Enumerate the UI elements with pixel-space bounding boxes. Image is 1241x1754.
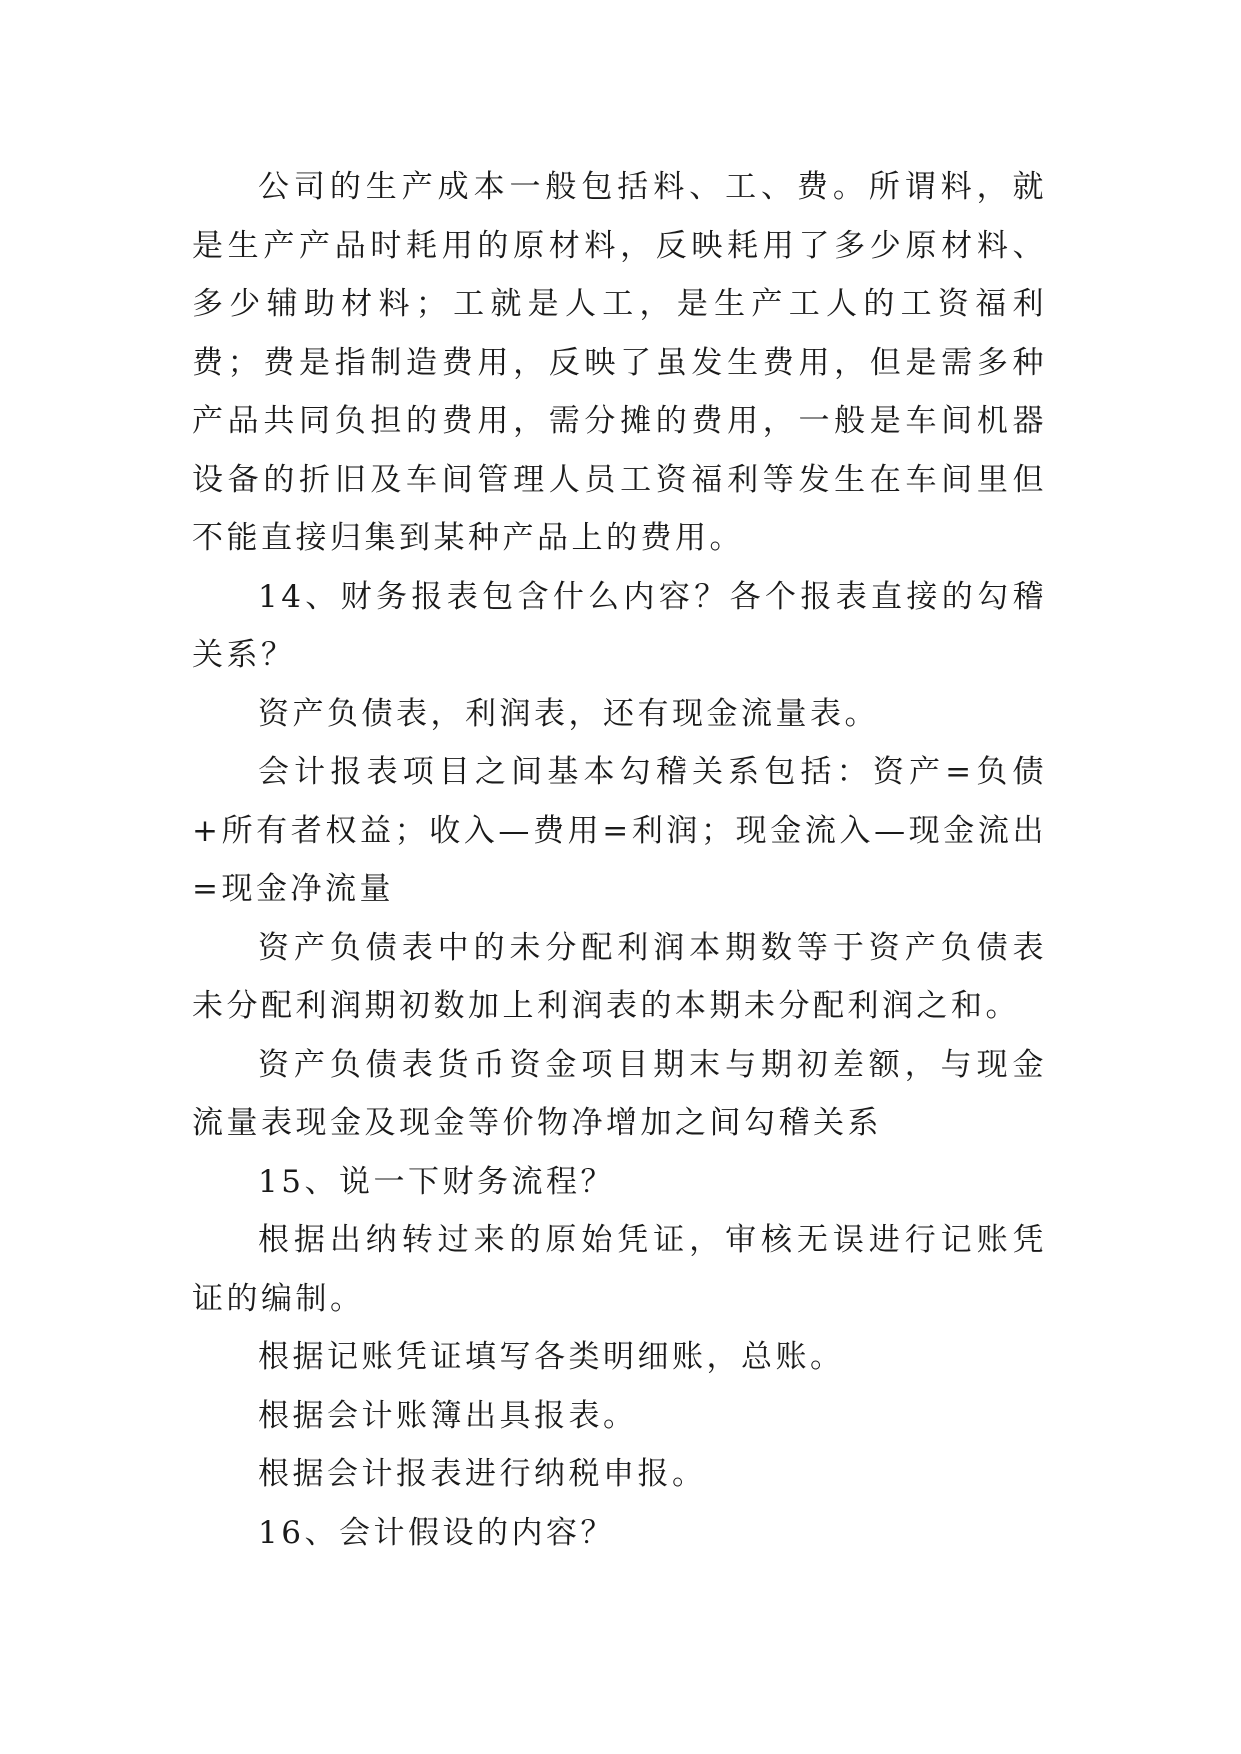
paragraph-cash-relationship: 资产负债表货币资金项目期末与期初差额，与现金流量表现金及现金等价物净增加之间勾稽关系 — [192, 1046, 1047, 1141]
question-15-heading: 15、说一下财务流程？ — [258, 1163, 615, 1200]
paragraph-flow-step-3: 根据会计账簿出具报表。 — [258, 1397, 638, 1434]
question-16-heading: 16、会计假设的内容？ — [258, 1514, 615, 1551]
document-body — [192, 158, 1047, 1562]
paragraph-production-cost: 公司的生产成本一般包括料、工、费。所谓料，就是生产产品时耗用的原材料，反映耗用了多少原材料、多少辅助材料；工就是人工，是生产工人的工资福利费；费是指制造费用，反映了虽发生费用，但是需多种产品共同负担的费用，需分摊的费用，一般是车间机器设备的折旧及车间管理人员工资福利等发生在车间里但不能直接归集到某种产品上的费用。 — [192, 169, 1047, 556]
paragraph-flow-step-4: 根据会计报表进行纳税申报。 — [258, 1456, 707, 1492]
paragraph-flow-step-2: 根据记账凭证填写各类明细账，总账。 — [258, 1339, 845, 1375]
paragraph-statement-types: 资产负债表，利润表，还有现金流量表。 — [258, 695, 879, 732]
paragraph-basic-relationships: 会计报表项目之间基本勾稽关系包括：资产=负债+所有者权益；收入—费用=利润；现金流入—现金流出=现金净流量 — [192, 754, 1047, 907]
question-14-heading: 14、财务报表包含什么内容？各个报表直接的勾稽关系？ — [192, 578, 1047, 673]
paragraph-retained-profit: 资产负债表中的未分配利润本期数等于资产负债表未分配利润期初数加上利润表的本期未分配利润之和。 — [192, 929, 1047, 1024]
paragraph-flow-step-1: 根据出纳转过来的原始凭证，审核无误进行记账凭证的编制。 — [192, 1222, 1047, 1317]
